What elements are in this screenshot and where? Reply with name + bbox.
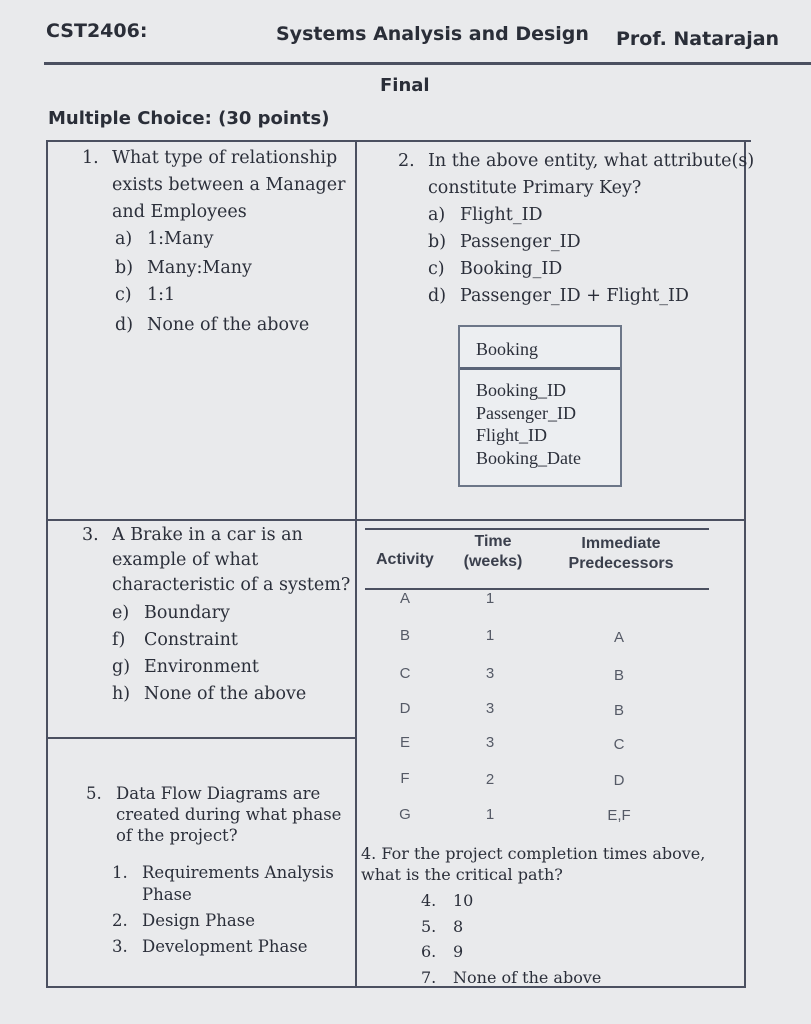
predecessor-cell: B <box>613 667 624 684</box>
predecessor-cell: A <box>613 629 624 646</box>
time-header-line-1: Time <box>474 533 512 550</box>
question-1-line-3: and Employees <box>112 202 247 222</box>
question-1-option-d: d) None of the above <box>115 315 310 335</box>
activity-cell: E <box>399 734 410 751</box>
activity-table-top-rule <box>365 528 709 530</box>
question-3-line-3: characteristic of a system? <box>112 575 351 595</box>
question-5-option-2: 2. Design Phase <box>112 911 255 930</box>
question-4-options <box>421 888 705 990</box>
course-code: CST2406: <box>46 20 148 42</box>
table-top-border <box>46 140 751 142</box>
predecessors-header-line-1: Immediate <box>581 535 661 552</box>
question-2-line-2: constitute Primary Key? <box>428 178 642 198</box>
time-cell: 1 <box>485 590 495 607</box>
booking-entity <box>458 325 622 487</box>
question-2-number: 2. <box>398 151 415 171</box>
header-rule <box>44 62 811 65</box>
question-4-line-2: what is the critical path? <box>361 865 563 884</box>
question-5 <box>86 783 341 958</box>
question-3-option-g: g) Environment <box>112 657 259 677</box>
entity-attribute: Passenger_ID <box>476 402 576 423</box>
question-2-options <box>428 202 754 310</box>
question-4-option: 4. 10 <box>421 891 474 910</box>
question-3-option-h: h) None of the above <box>112 684 307 704</box>
entity-attribute: Booking_Date <box>476 447 581 468</box>
entity-attribute: Flight_ID <box>476 425 548 445</box>
question-2-option-c: c) Booking_ID <box>428 259 563 279</box>
question-2-line-1: In the above entity, what attribute(s) <box>428 151 755 171</box>
activity-cell: B <box>399 627 410 644</box>
predecessor-cell: D <box>613 772 625 789</box>
time-cell: 3 <box>485 734 495 751</box>
question-2 <box>398 148 754 310</box>
time-cell: 3 <box>485 700 495 717</box>
activity-cell: D <box>399 700 411 717</box>
question-4-line-1: 4. For the project completion times above, <box>361 844 706 863</box>
table-left-border <box>46 140 48 988</box>
question-4 <box>361 843 705 990</box>
question-2-option-a: a) Flight_ID <box>428 205 543 225</box>
activity-cell: A <box>399 590 410 607</box>
question-1-options <box>115 226 345 339</box>
exam-title: Final <box>380 75 430 96</box>
section-title: Multiple Choice: (30 points) <box>48 108 330 129</box>
entity-divider <box>460 367 620 370</box>
activity-cell: F <box>400 770 410 787</box>
question-4-option: 6. 9 <box>421 942 464 961</box>
question-3-line-1: A Brake in a car is an <box>112 525 303 545</box>
question-5-options <box>112 862 341 958</box>
time-cell: 3 <box>485 665 495 682</box>
entity-name: Booking <box>476 339 539 359</box>
entity-attributes <box>476 379 581 469</box>
time-cell: 2 <box>485 771 495 788</box>
question-1-line-1: What type of relationship <box>112 148 338 168</box>
question-1-number: 1. <box>82 148 99 168</box>
activity-header: Activity <box>376 551 434 568</box>
question-3-option-e: e) Boundary <box>112 603 230 623</box>
question-1 <box>82 145 345 339</box>
time-header-line-2: (weeks) <box>463 553 523 570</box>
question-1-option-c: c) 1:1 <box>115 285 176 305</box>
question-5-option-1: 1. Requirements Analysis <box>112 863 334 882</box>
predecessor-cell: B <box>613 702 624 719</box>
question-1-line-2: exists between a Manager <box>112 175 346 195</box>
question-1-option-b: b) Many:Many <box>115 258 252 278</box>
question-5-line-2: created during what phase <box>116 805 342 824</box>
table-row-divider <box>46 519 746 521</box>
course-title: Systems Analysis and Design <box>276 23 589 45</box>
time-cell: 1 <box>485 806 495 823</box>
activity-cell: C <box>399 665 411 682</box>
question-3-number: 3. <box>82 525 99 545</box>
question-2-option-b: b) Passenger_ID <box>428 232 581 252</box>
professor-name: Prof. Natarajan <box>616 28 780 50</box>
question-5-number: 5. <box>86 784 102 803</box>
question-5-line-3: of the project? <box>116 826 238 845</box>
predecessor-cell: C <box>613 736 625 753</box>
activity-cell: G <box>399 806 411 823</box>
question-3-options <box>112 600 350 708</box>
question-1-option-a: a) 1:Many <box>115 229 214 249</box>
entity-attribute: Booking_ID <box>476 380 566 400</box>
question-5-line-1: Data Flow Diagrams are <box>116 784 321 803</box>
predecessors-header-line-2: Predecessors <box>568 555 674 572</box>
table-middle-divider <box>355 140 357 988</box>
question-5-option-3: 3. Development Phase <box>112 937 308 956</box>
question-4-option: 7. None of the above <box>421 967 602 987</box>
question-4-option: 5. 8 <box>421 916 464 936</box>
question-3-option-f: f) Constraint <box>112 630 238 650</box>
time-header <box>460 532 526 572</box>
question-3 <box>82 523 350 708</box>
time-cell: 1 <box>485 627 495 644</box>
table-left-row-divider <box>46 737 356 739</box>
question-2-option-d: d) Passenger_ID + Flight_ID <box>428 286 689 306</box>
predecessors-header <box>556 534 686 574</box>
question-3-line-2: example of what <box>112 550 259 570</box>
predecessor-cell: E,F <box>607 807 631 824</box>
question-5-option-1-continued: Phase <box>142 885 192 904</box>
